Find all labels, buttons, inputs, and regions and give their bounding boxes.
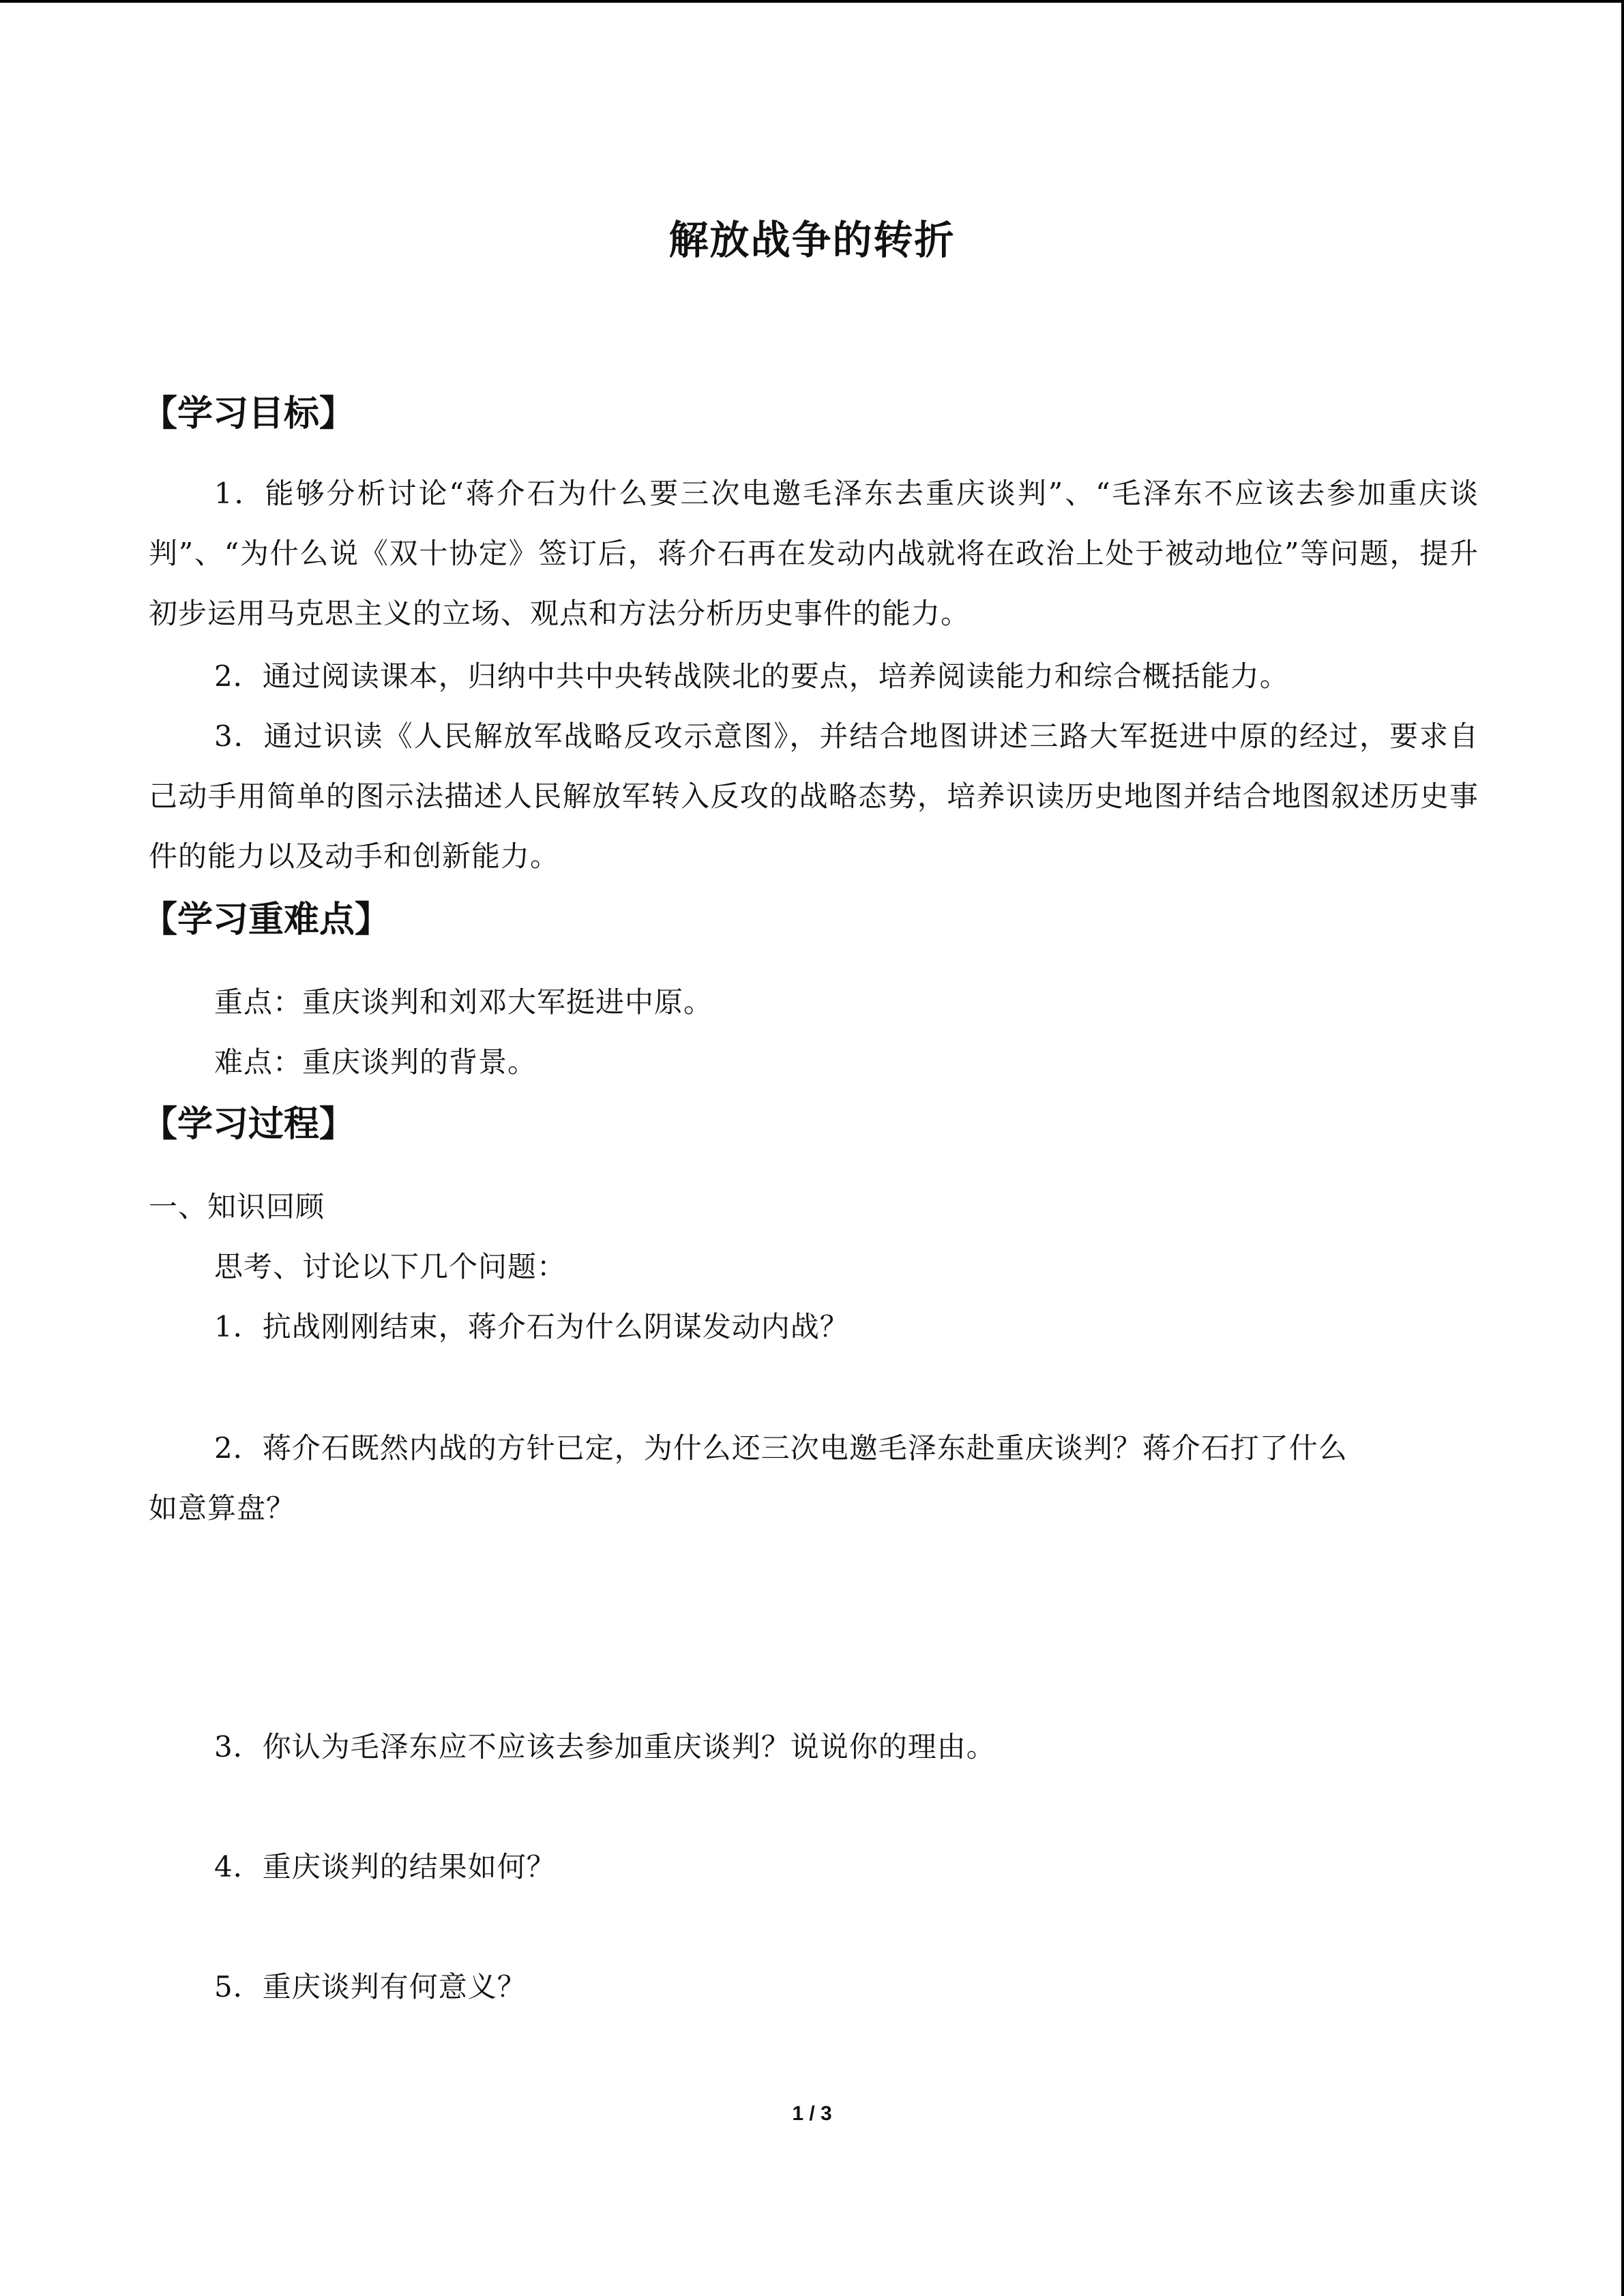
objective-item-1: 1．能够分析讨论“蒋介石为什么要三次电邀毛泽东去重庆谈判”、“毛泽东不应该去参加重庆谈判”、“为什么说《双十协定》签订后，蒋介石再在发动内战就将在政治上处于被动地位”等问题，提升初步运用马克思主义的立场、观点和方法分析历史事件的能力。	[149, 477, 1479, 630]
question-2-line-2: 如意算盘？	[149, 1491, 296, 1525]
key-point-difficulty: 难点：重庆谈判的背景。	[214, 1045, 537, 1079]
objective-item-2: 2．通过阅读课本，归纳中共中央转战陕北的要点，培养阅读能力和综合概括能力。	[214, 659, 1289, 693]
heading-process: 【学习过程】	[142, 1104, 355, 1145]
objective-item-3: 3．通过识读《人民解放军战略反攻示意图》，并结合地图讲述三路大军挺进中原的经过，要求自己动手用简单的图示法描述人民解放军转入反攻的战略态势，培养识读历史地图并结合地图叙述历史事件的能力以及动手和创新能力。	[149, 719, 1479, 873]
top-border	[0, 0, 1624, 3]
heading-objectives: 【学习目标】	[142, 393, 355, 434]
question-5: 5．重庆谈判有何意义？	[214, 1970, 527, 2003]
page-number: 1 / 3	[792, 2102, 832, 2125]
heading-key-points: 【学习重难点】	[142, 899, 391, 940]
question-3: 3．你认为毛泽东应不应该去参加重庆谈判？说说你的理由。	[214, 1730, 996, 1763]
question-4: 4．重庆谈判的结果如何？	[214, 1850, 556, 1883]
question-1: 1．抗战刚刚结束，蒋介石为什么阴谋发动内战？	[214, 1310, 849, 1343]
key-point-focus: 重点：重庆谈判和刘邓大军挺进中原。	[214, 985, 713, 1019]
discussion-prompt: 思考、讨论以下几个问题：	[214, 1250, 567, 1283]
question-2-line-1: 2．蒋介石既然内战的方针已定，为什么还三次电邀毛泽东赴重庆谈判？蒋介石打了什么	[214, 1431, 1348, 1465]
document-title: 解放战争的转折	[668, 217, 956, 263]
right-border	[1621, 0, 1624, 2296]
section-knowledge-review: 一、知识回顾	[149, 1190, 325, 1223]
